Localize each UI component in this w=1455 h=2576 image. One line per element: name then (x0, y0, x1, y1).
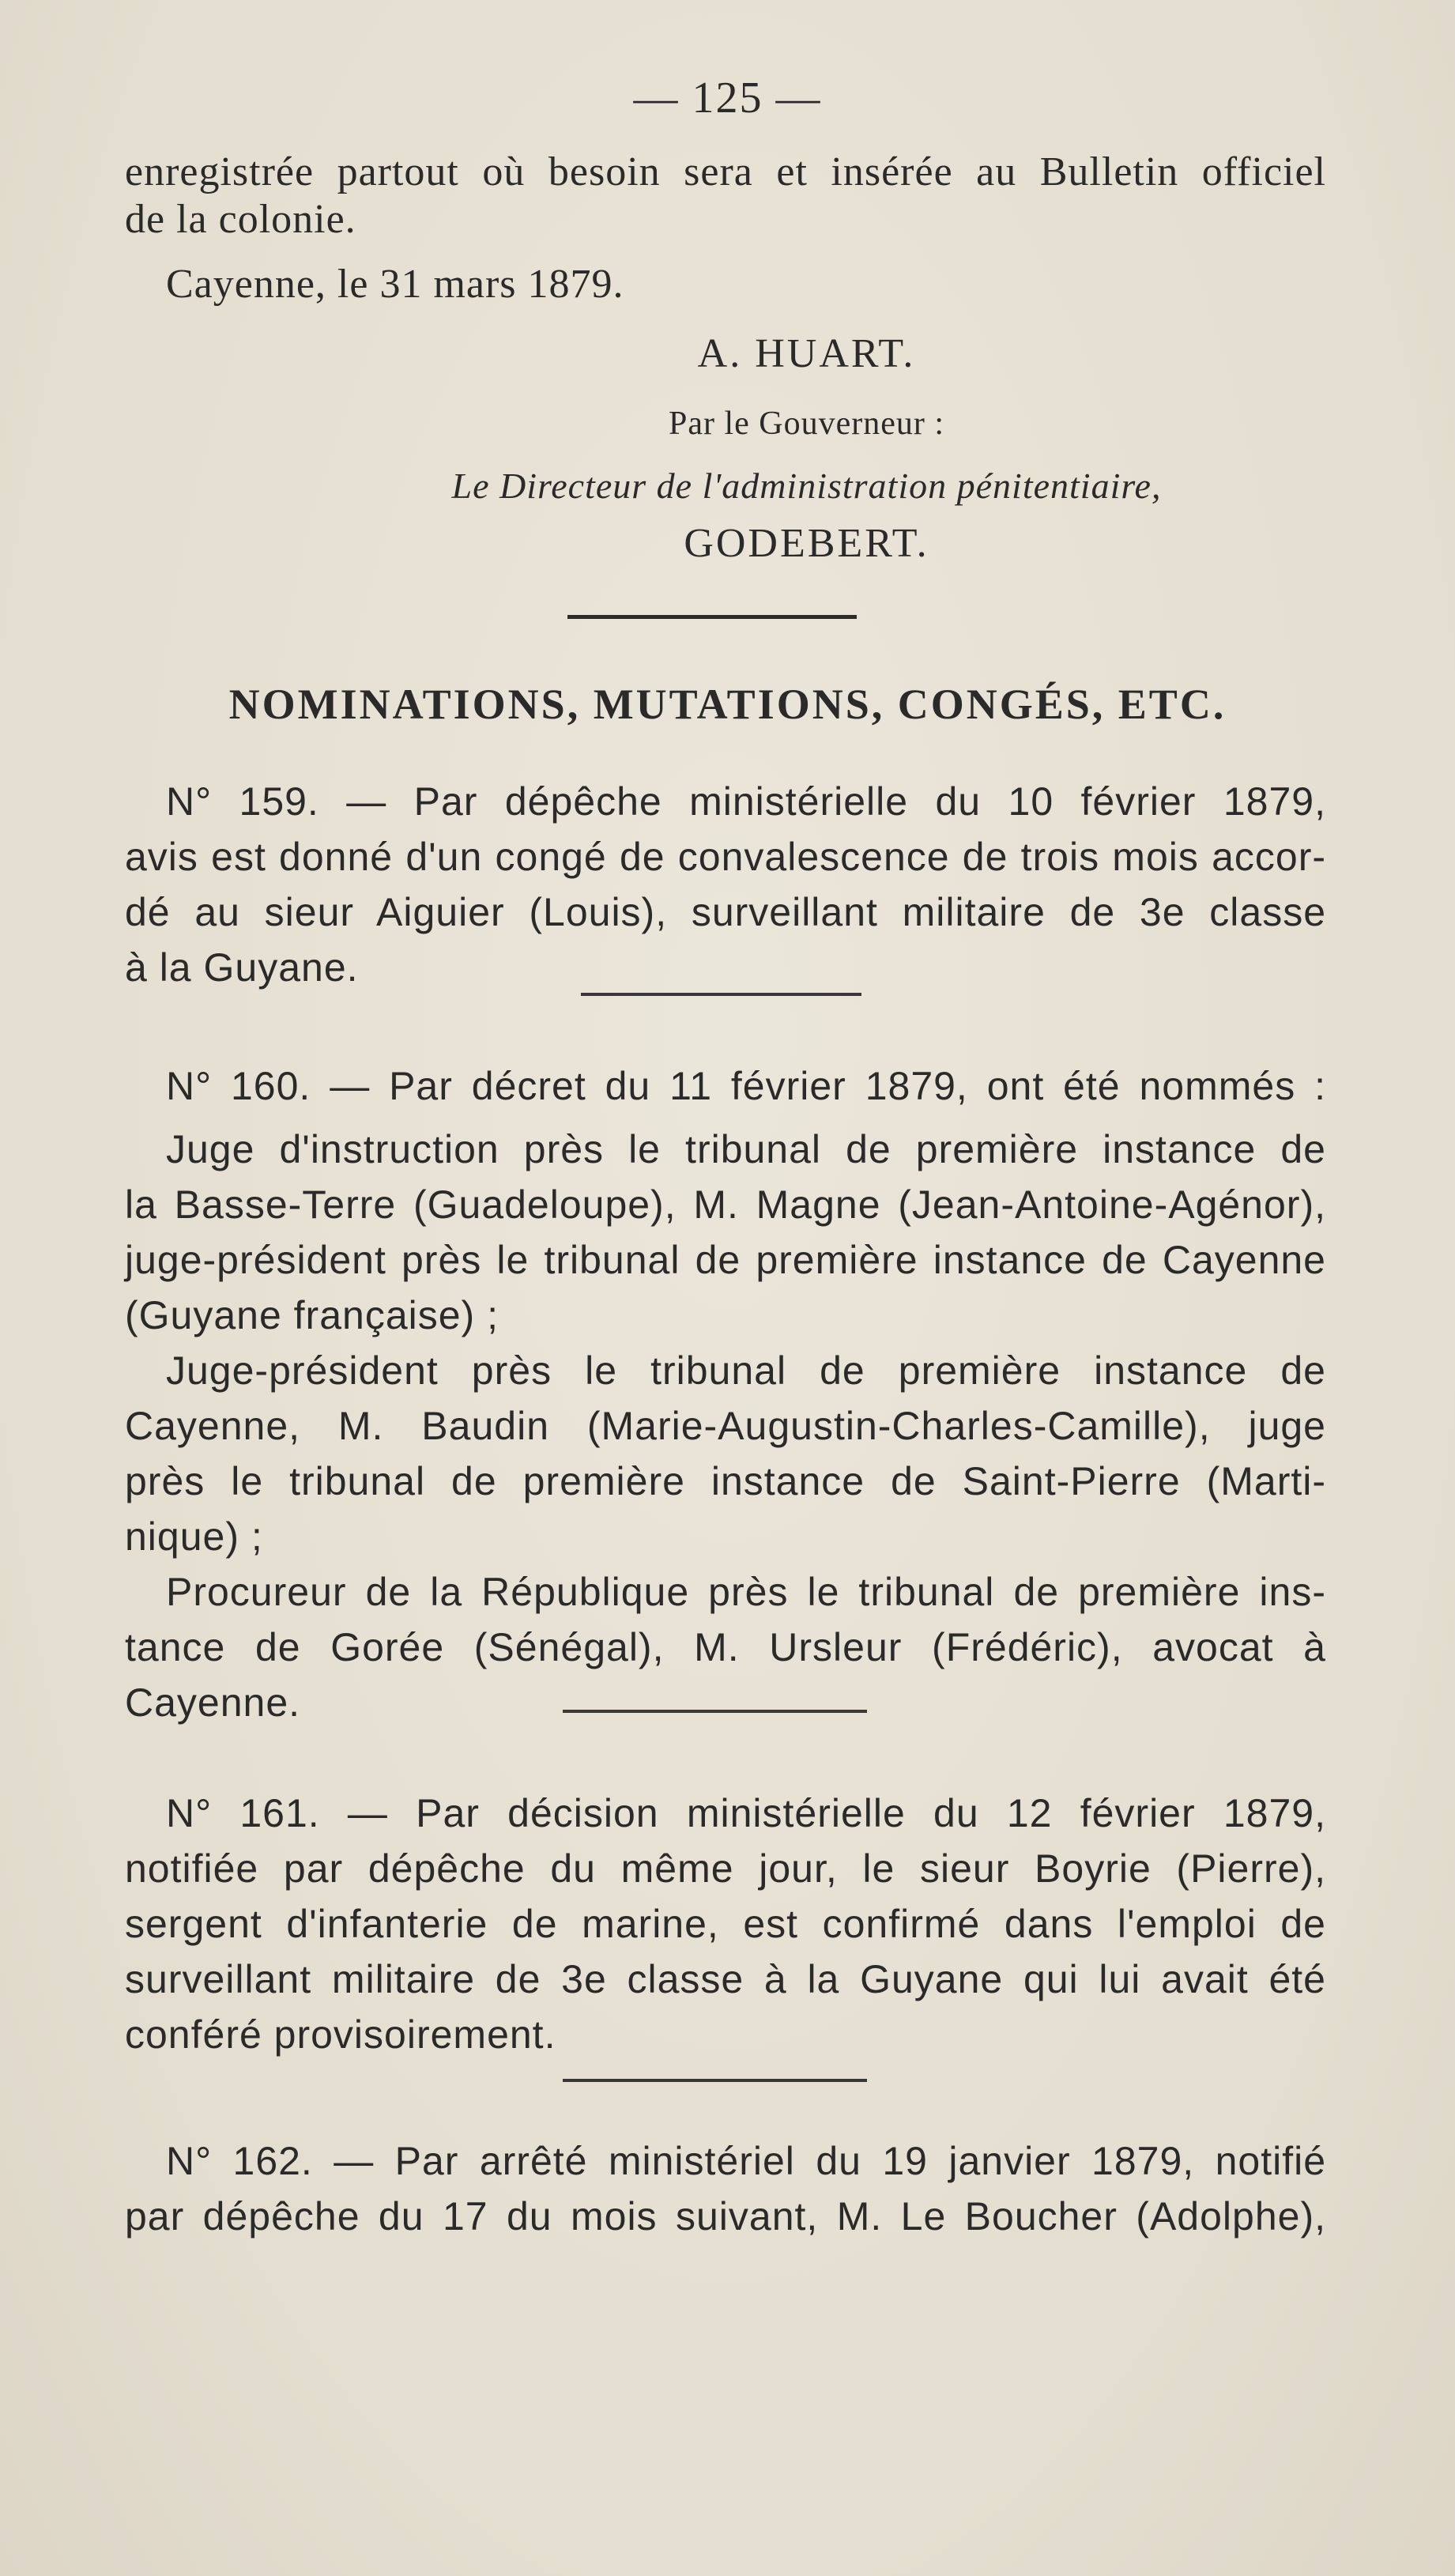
entry-160-line: nique) ; (125, 1514, 263, 1559)
entry-160-line: Juge d'instruction près le tribunal de première instance de (166, 1127, 1326, 1171)
entry-160-line: (Guyane française) ; (125, 1293, 499, 1337)
entry-160-line: tance de Gorée (Sénégal), M. Ursleur (Frédéric), avocat à (125, 1625, 1326, 1669)
entry-161-line: N° 161. — Par décision ministérielle du 12 février 1879, (166, 1791, 1326, 1835)
entry-160-line: juge-président près le tribunal de première instance de Cayenne (125, 1238, 1326, 1282)
text-line: de la colonie. (125, 197, 356, 242)
entry-160-line: près le tribunal de première instance de Saint-Pierre (Marti- (125, 1459, 1326, 1503)
entry-161-line: surveillant militaire de 3e classe à la Guyane qui lui avait été (125, 1957, 1326, 2001)
entry-159-line: à la Guyane. (125, 945, 359, 990)
section-heading: NOMINATIONS, MUTATIONS, CONGÉS, ETC. (228, 681, 1227, 728)
entry-160-line: Cayenne, M. Baudin (Marie-Augustin-Charles-Camille), juge (125, 1404, 1326, 1448)
entry-159-line: avis est donné d'un congé de convalescence de trois mois accor- (125, 835, 1326, 879)
entry-159-line: dé au sieur Aiguier (Louis), surveillant militaire de 3e classe (125, 890, 1326, 934)
page-number: — 125 — (633, 74, 822, 123)
entry-161-line: sergent d'infanterie de marine, est confirmé dans l'emploi de (125, 1902, 1326, 1946)
date-line: Cayenne, le 31 mars 1879. (166, 262, 624, 307)
governor-signature: A. HUART. (697, 331, 916, 376)
text-line: enregistrée partout où besoin sera et insérée au Bulletin officiel (125, 149, 1326, 194)
entry-162-line: par dépêche du 17 du mois suivant, M. Le Boucher (Adolphe), (125, 2194, 1326, 2238)
entry-161-line: conféré provisoirement. (125, 2012, 556, 2057)
entry-160-line: la Basse-Terre (Guadeloupe), M. Magne (Jean-Antoine-Agénor), (125, 1182, 1326, 1227)
entry-160-line: Procureur de la République près le tribunal de première ins- (166, 1570, 1326, 1614)
director-name: GODEBERT. (684, 521, 929, 566)
by-governor-line: Par le Gouverneur : (668, 405, 945, 442)
entry-162-line: N° 162. — Par arrêté ministériel du 19 janvier 1879, notifié (166, 2139, 1326, 2183)
entry-160-line: N° 160. — Par décret du 11 février 1879, ont été nommés : (166, 1064, 1326, 1108)
entry-divider (563, 2079, 867, 2082)
entry-160-line: Cayenne. (125, 1680, 301, 1725)
entry-divider (563, 1710, 867, 1713)
entry-161-line: notifiée par dépêche du même jour, le sieur Boyrie (Pierre), (125, 1846, 1326, 1891)
section-divider (567, 615, 857, 619)
entry-160-line: Juge-président près le tribunal de première instance de (166, 1348, 1326, 1393)
entry-divider (581, 993, 861, 996)
director-title: Le Directeur de l'administration pénitentiaire, (451, 466, 1162, 506)
entry-159-line: N° 159. — Par dépêche ministérielle du 10 février 1879, (166, 779, 1326, 824)
